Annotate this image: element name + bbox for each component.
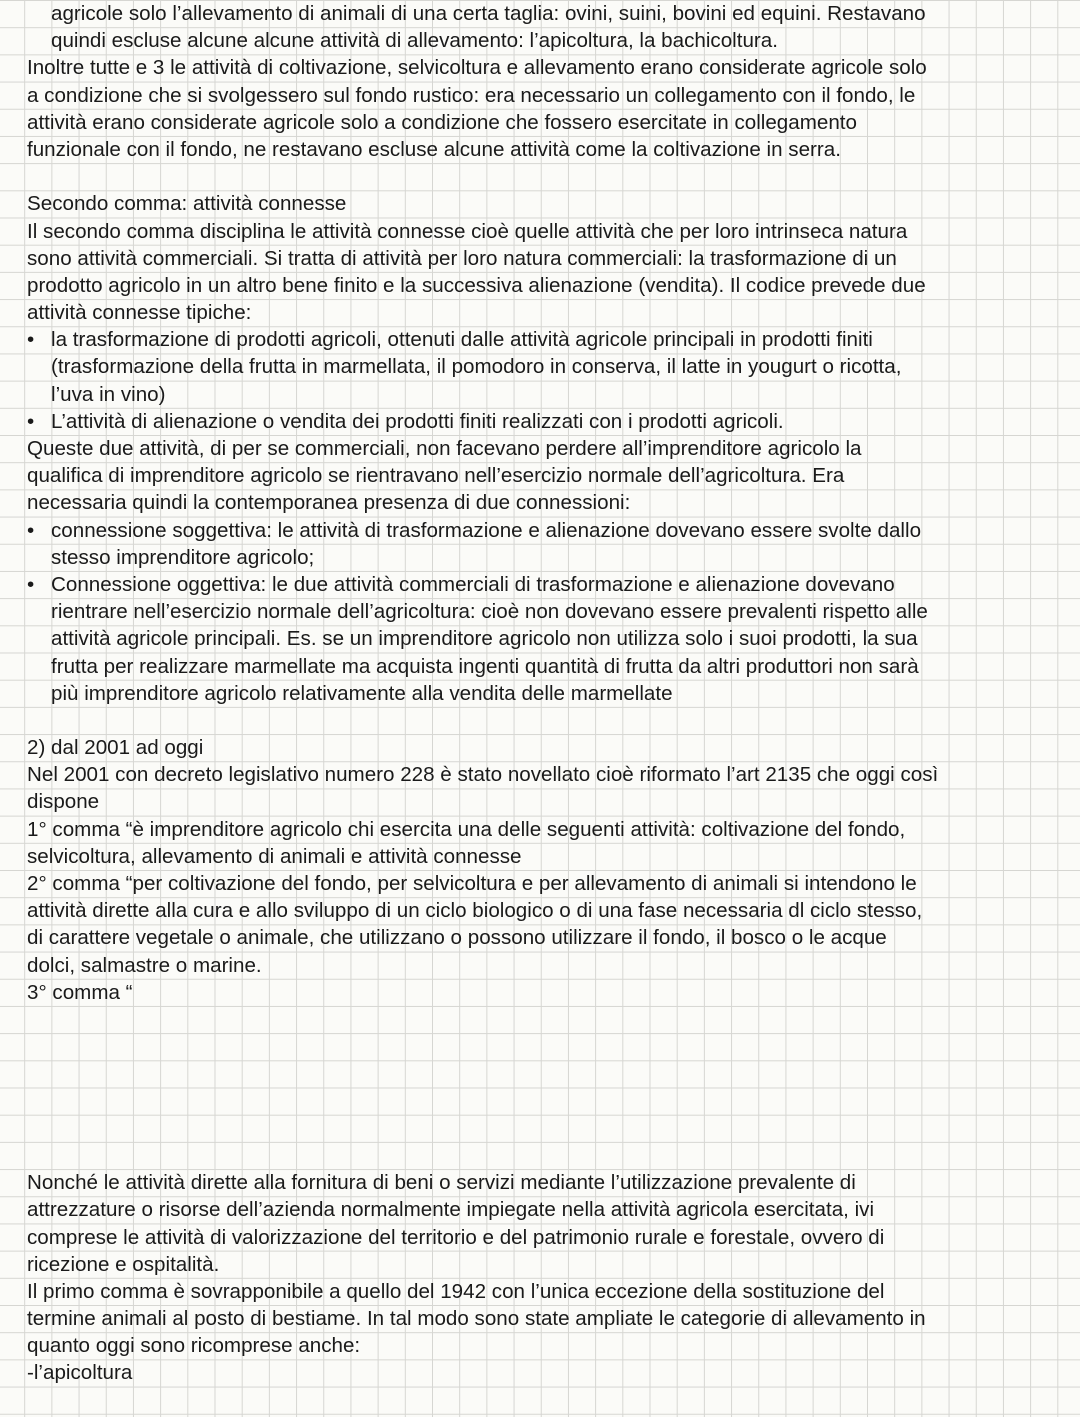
bullet-icon: •: [27, 328, 35, 352]
bullet-list: [27, 326, 1072, 435]
text-line: Inoltre tutte e 3 le attività di coltivazione, selvicoltura e allevamento erano considerate agricole solo: [27, 56, 927, 80]
text-line: sono attività commerciali. Si tratta di attività per loro natura commerciali: la trasformazione di un: [27, 246, 897, 270]
text-line: termine animali al posto di bestiame. In tal modo sono state ampliate le categorie di allevamento in: [27, 1307, 926, 1331]
spacer: [27, 707, 1072, 734]
text-line: attrezzature o risorse dell’azienda normalmente impiegate nella attività agricola esercitata, ivi: [27, 1198, 875, 1222]
text-line: Il secondo comma disciplina le attività connesse cioè quelle attività che per loro intrinseca natura: [27, 219, 908, 243]
text-line: -l’apicoltura: [27, 1361, 133, 1385]
text-line: Il primo comma è sovrapponibile a quello del 1942 con l’unica eccezione della sostituzione del: [27, 1279, 885, 1303]
text-line: attività erano considerate agricole solo a condizione che fossero esercitate in collegamento: [27, 110, 857, 134]
text-line: ricezione e ospitalità.: [27, 1252, 220, 1276]
text-line: necessaria quindi la contemporanea presenza di due connessioni:: [27, 491, 631, 515]
list-item-text: Connessione oggettiva: le due attività commerciali di trasformazione e alienazione dovevano: [51, 572, 895, 596]
text-line: 3° comma “: [27, 980, 133, 1004]
text-line: quindi escluse alcune alcune attività di allevamento: l’apicoltura, la bachicoltura.: [51, 29, 778, 53]
text-line: Nel 2001 con decreto legislativo numero 228 è stato novellato cioè riformato l’art 2135 che oggi così: [27, 763, 939, 787]
list-item-continuation: più imprenditore agricolo relativamente alla vendita delle marmellate: [51, 681, 673, 705]
list-item-continuation: l’uva in vino): [51, 382, 166, 406]
text-line: 2° comma “per coltivazione del fondo, per selvicoltura e per allevamento di animali si intendono le: [27, 872, 917, 895]
text-line: 1° comma “è imprenditore agricolo chi esercita una delle seguenti attività: coltivazione del fondo,: [27, 817, 906, 841]
bullet-icon: •: [27, 518, 35, 542]
text-line: comprese le attività di valorizzazione del territorio e del patrimonio rurale e forestale, ovvero di: [27, 1225, 885, 1249]
list-item: [27, 517, 1072, 544]
list-item-text: L’attività di alienazione o vendita dei prodotti finiti realizzati con i prodotti agricoli.: [51, 409, 784, 433]
text-line: Queste due attività, di per se commerciali, non facevano perdere all’imprenditore agricolo la: [27, 437, 862, 460]
text-line: dolci, salmastre o marine.: [27, 953, 262, 977]
text-line: selvicoltura, allevamento di animali e attività connesse: [27, 844, 522, 868]
list-item-continuation: frutta per realizzare marmellate ma acquista ingenti quantità di frutta da altri produttori non sarà: [51, 654, 919, 678]
nonche-section: [27, 1169, 1072, 1387]
document-page: [27, 0, 1072, 1387]
list-item-continuation: stesso imprenditore agricolo;: [51, 545, 315, 569]
spacer: [27, 1006, 1072, 1169]
text-line: qualifica di imprenditore agricolo se rientravano nell’esercizio normale dell’agricoltura. Era: [27, 464, 845, 488]
section-heading: 2) dal 2001 ad oggi: [27, 736, 204, 760]
text-line: dispone: [27, 790, 100, 814]
bullet-list: [27, 517, 1072, 707]
list-item-text: connessione soggettiva: le attività di trasformazione e alienazione dovevano essere svolte dallo: [51, 518, 922, 542]
text-line: attività connesse tipiche:: [27, 301, 252, 325]
text-line: agricole solo l’allevamento di animali di una certa taglia: ovini, suini, bovini ed equini. Restavano: [51, 2, 926, 25]
text-line: funzionale con il fondo, ne restavano escluse alcune attività come la coltivazione in serra.: [27, 137, 841, 161]
text-line: di carattere vegetale o animale, che utilizzano o possono utilizzare il fondo, il bosco o le acque: [27, 926, 887, 950]
list-item-continuation: attività agricole principali. Es. se un imprenditore agricolo non utilizza solo i suoi prodotti, la sua: [51, 627, 918, 651]
text-line: Nonché le attività dirette alla fornitura di beni o servizi mediante l’utilizzazione prevalente di: [27, 1171, 856, 1195]
spacer: [27, 163, 1072, 190]
text-line: attività dirette alla cura e allo sviluppo di un ciclo biologico o di una fase necessaria dl ciclo stesso,: [27, 899, 923, 923]
list-item-continuation: (trasformazione della frutta in marmellata, il pomodoro in conserva, il latte in yougurt o ricotta,: [51, 355, 902, 379]
text-line: a condizione che si svolgessero sul fondo rustico: era necessario un collegamento con il fondo, le: [27, 83, 916, 107]
intro-section: [27, 0, 1072, 163]
secondo-comma-section: [27, 190, 1072, 707]
section-heading: Secondo comma: attività connesse: [27, 192, 347, 216]
bullet-icon: •: [27, 409, 35, 433]
list-item-text: la trasformazione di prodotti agricoli, ottenuti dalle attività agricole principali in prodotti finiti: [51, 328, 873, 352]
list-item: [27, 571, 1072, 598]
dal-2001-section: [27, 734, 1072, 1006]
list-item: [27, 408, 1072, 435]
list-item-continuation: rientrare nell’esercizio normale dell’agricoltura: cioè non dovevano essere prevalenti rispetto alle: [51, 600, 928, 624]
text-line: prodotto agricolo in un altro bene finito e la successiva alienazione (vendita). Il codice prevede due: [27, 273, 926, 297]
bullet-icon: •: [27, 572, 35, 596]
text-line: quanto oggi sono ricomprese anche:: [27, 1334, 361, 1358]
list-item: [27, 326, 1072, 353]
